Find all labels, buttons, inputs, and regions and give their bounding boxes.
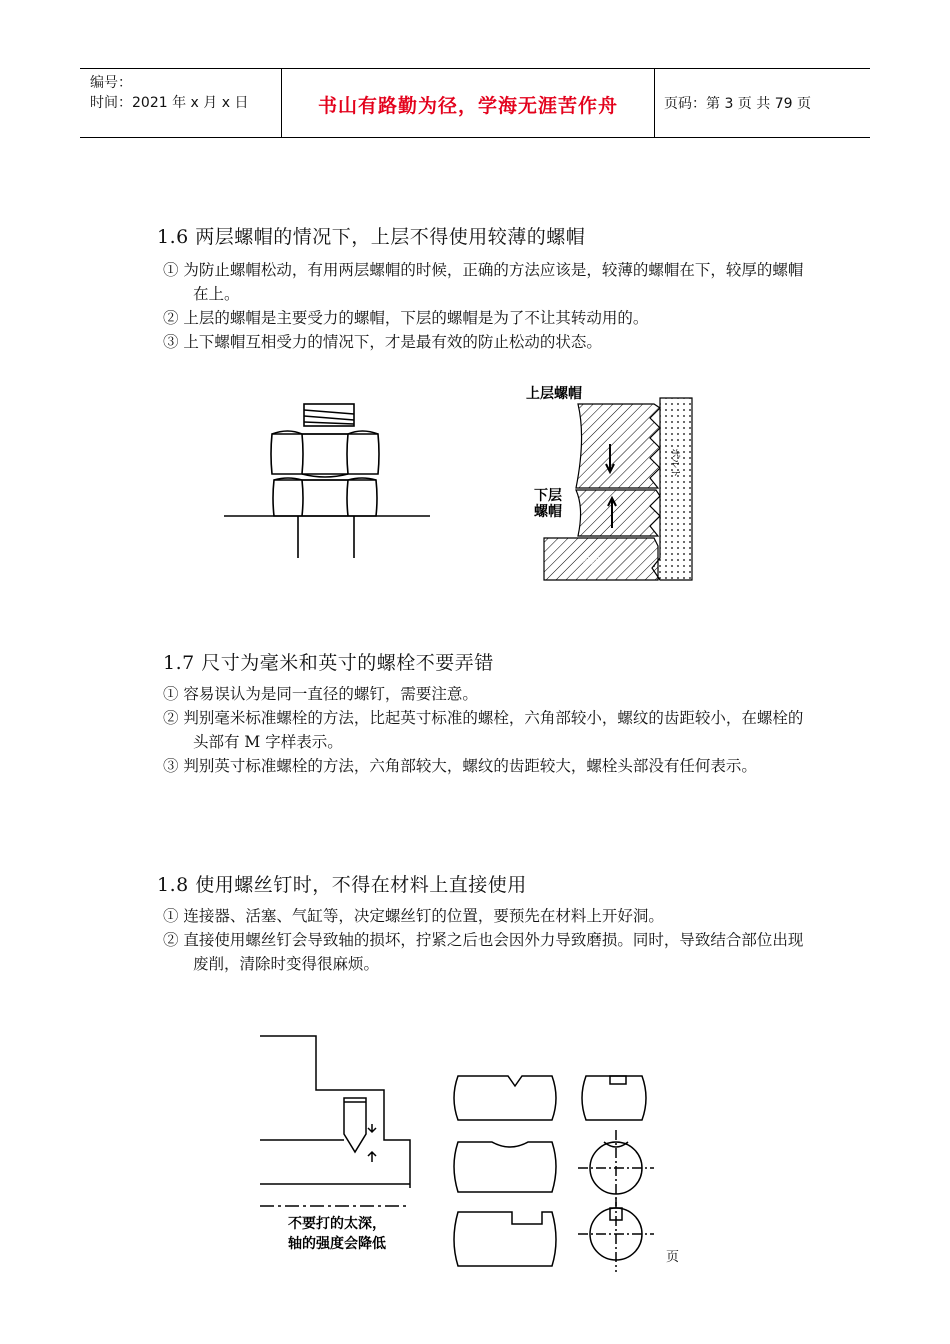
- double-nut-drawing: [222, 400, 432, 560]
- section-list: [163, 258, 813, 354]
- list-item: ② 直接使用螺丝钉会导致轴的损坏，拧紧之后也会因外力导致磨损。同时，导致结合部位出现废削，清除时变得很麻烦。: [163, 931, 804, 973]
- footer-page-mark: 页: [666, 1250, 680, 1265]
- time-label: 时间：2021 年 x 月 x 日: [90, 95, 249, 111]
- body-label: 本体: [580, 556, 600, 567]
- section-list: [163, 904, 813, 976]
- lower-nut-label-1: 下层: [534, 488, 562, 504]
- section-title: 1.6 两层螺帽的情况下，上层不得使用较薄的螺帽: [157, 226, 586, 248]
- shaft-caption-2: 轴的强度会降低: [288, 1236, 386, 1252]
- section-title: 1.7 尺寸为毫米和英寸的螺栓不要弄错: [163, 652, 494, 674]
- list-item: ② 上层的螺帽是主要受力的螺帽，下层的螺帽是为了不让其转动用的。: [163, 309, 649, 327]
- shaft-caption-1: 不要打的太深，: [288, 1216, 386, 1232]
- upper-nut-label: 上层螺帽: [526, 386, 582, 402]
- list-item: ① 容易误认为是同一直径的螺钉，需要注意。: [163, 685, 478, 703]
- list-item: ① 连接器、活塞、气缸等，决定螺丝钉的位置，要预先在材料上开好洞。: [163, 907, 664, 925]
- list-item: ③ 判别英寸标准螺栓的方法，六角部较大，螺纹的齿距较大，螺栓头部没有任何表示。: [163, 757, 757, 775]
- nut-section-drawing: [520, 378, 700, 582]
- header-meta: [90, 73, 248, 113]
- page-header: [80, 68, 870, 138]
- serial-label: 编号：: [90, 75, 132, 91]
- list-item: ① 为防止螺帽松动，有用两层螺帽的时候，正确的方法应该是，较薄的螺帽在下，较厚的螺帽在上。: [163, 261, 804, 303]
- list-item: ② 判别毫米标准螺栓的方法，比起英寸标准的螺栓，六角部较小，螺纹的齿距较小，在螺栓的头部有 M 字样表示。: [163, 709, 804, 751]
- header-motto: 书山有路勤为径，学海无涯苦作舟: [317, 95, 618, 117]
- lower-nut-label-2: 螺帽: [534, 504, 562, 520]
- section-list: [163, 682, 813, 778]
- section-title: 1.8 使用螺丝钉时，不得在材料上直接使用: [157, 874, 527, 896]
- bolt-label: ボルト: [669, 448, 680, 478]
- list-item: ③ 上下螺帽互相受力的情况下，才是最有效的防止松动的状态。: [163, 333, 602, 351]
- page-info: 页码：第 3 页 共 79 页: [664, 96, 811, 112]
- set-screw-drawing: [260, 1028, 660, 1282]
- header-divider: [654, 69, 655, 137]
